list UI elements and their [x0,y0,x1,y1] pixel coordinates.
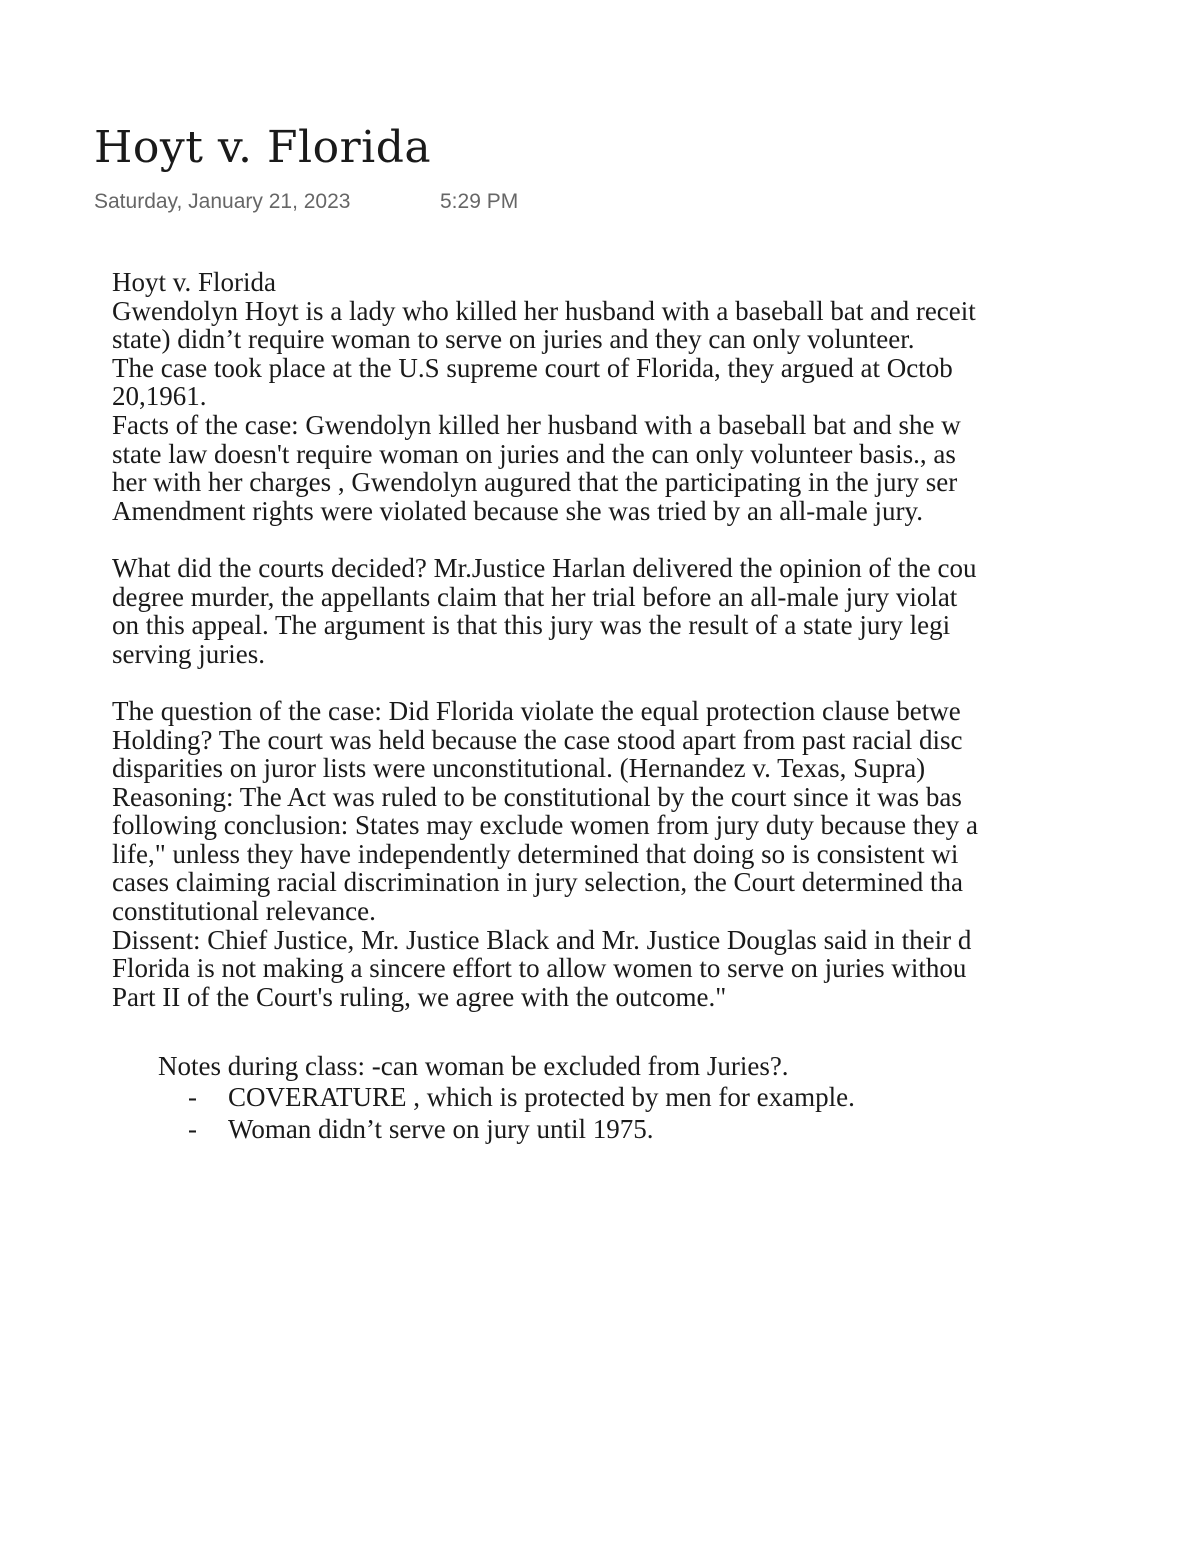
body-line: Holding? The court was held because the case stood apart from past racial disc [112,724,963,755]
dash-bullet: - [188,1114,197,1144]
body-line: cases claiming racial discrimination in jury selection, the Court determined tha [112,867,963,898]
list-item-text: Woman didn’t serve on jury until 1975. [228,1114,654,1144]
body-line: state law doesn't require woman on juries and the can only volunteer basis., as [112,438,956,469]
page-time: 5:29 PM [440,190,519,213]
blank-line [112,525,1200,554]
notes-heading: Notes during class: -can woman be excluded from Juries?. [158,1051,789,1081]
body-line: following conclusion: States may exclude women from jury duty because they a [112,810,979,841]
body-line: Florida is not making a sincere effort to allow women to serve on juries withou [112,953,967,984]
list-item-text: COVERATURE , which is protected by men for example. [228,1082,855,1112]
body-line: constitutional relevance. [112,896,376,927]
list-item [158,1113,855,1145]
note-body [112,268,1200,1011]
page-date: Saturday, January 21, 2023 [94,190,351,213]
body-line: 20,1961. [112,381,207,412]
body-line: The question of the case: Did Florida violate the equal protection clause betwe [112,695,961,726]
body-line: Hoyt v. Florida [112,267,276,297]
body-line: Part II of the Court's ruling, we agree with the outcome." [112,981,727,1012]
body-line: Dissent: Chief Justice, Mr. Justice Black and Mr. Justice Douglas said in their d [112,924,972,955]
page-title: Hoyt v. Florida [94,122,432,173]
body-line: Facts of the case: Gwendolyn killed her husband with a baseball bat and she w [112,409,961,440]
notes-list [158,1081,855,1145]
body-line: Reasoning: The Act was ruled to be constitutional by the court since it was bas [112,781,962,812]
class-notes [158,1051,855,1145]
body-line: state) didn’t require woman to serve on juries and they can only volunteer. [112,324,915,355]
body-line: The case took place at the U.S supreme court of Florida, they argued at Octob [112,352,953,383]
dash-bullet: - [188,1082,197,1112]
body-line: on this appeal. The argument is that this jury was the result of a state jury legi [112,610,951,641]
body-line: What did the courts decided? Mr.Justice Harlan delivered the opinion of the cou [112,552,977,583]
body-line: serving juries. [112,638,265,669]
body-line: Amendment rights were violated because she was tried by an all-male jury. [112,495,923,526]
body-line: her with her charges , Gwendolyn augured that the participating in the jury ser [112,467,958,498]
body-line: Gwendolyn Hoyt is a lady who killed her husband with a baseball bat and receit [112,295,976,326]
body-line: disparities on juror lists were unconstitutional. (Hernandez v. Texas, Supra) [112,753,926,784]
list-item [158,1081,855,1113]
body-line: life," unless they have independently determined that doing so is consistent wi [112,838,959,869]
body-line: degree murder, the appellants claim that her trial before an all-male jury violat [112,581,958,612]
blank-line [112,668,1200,697]
